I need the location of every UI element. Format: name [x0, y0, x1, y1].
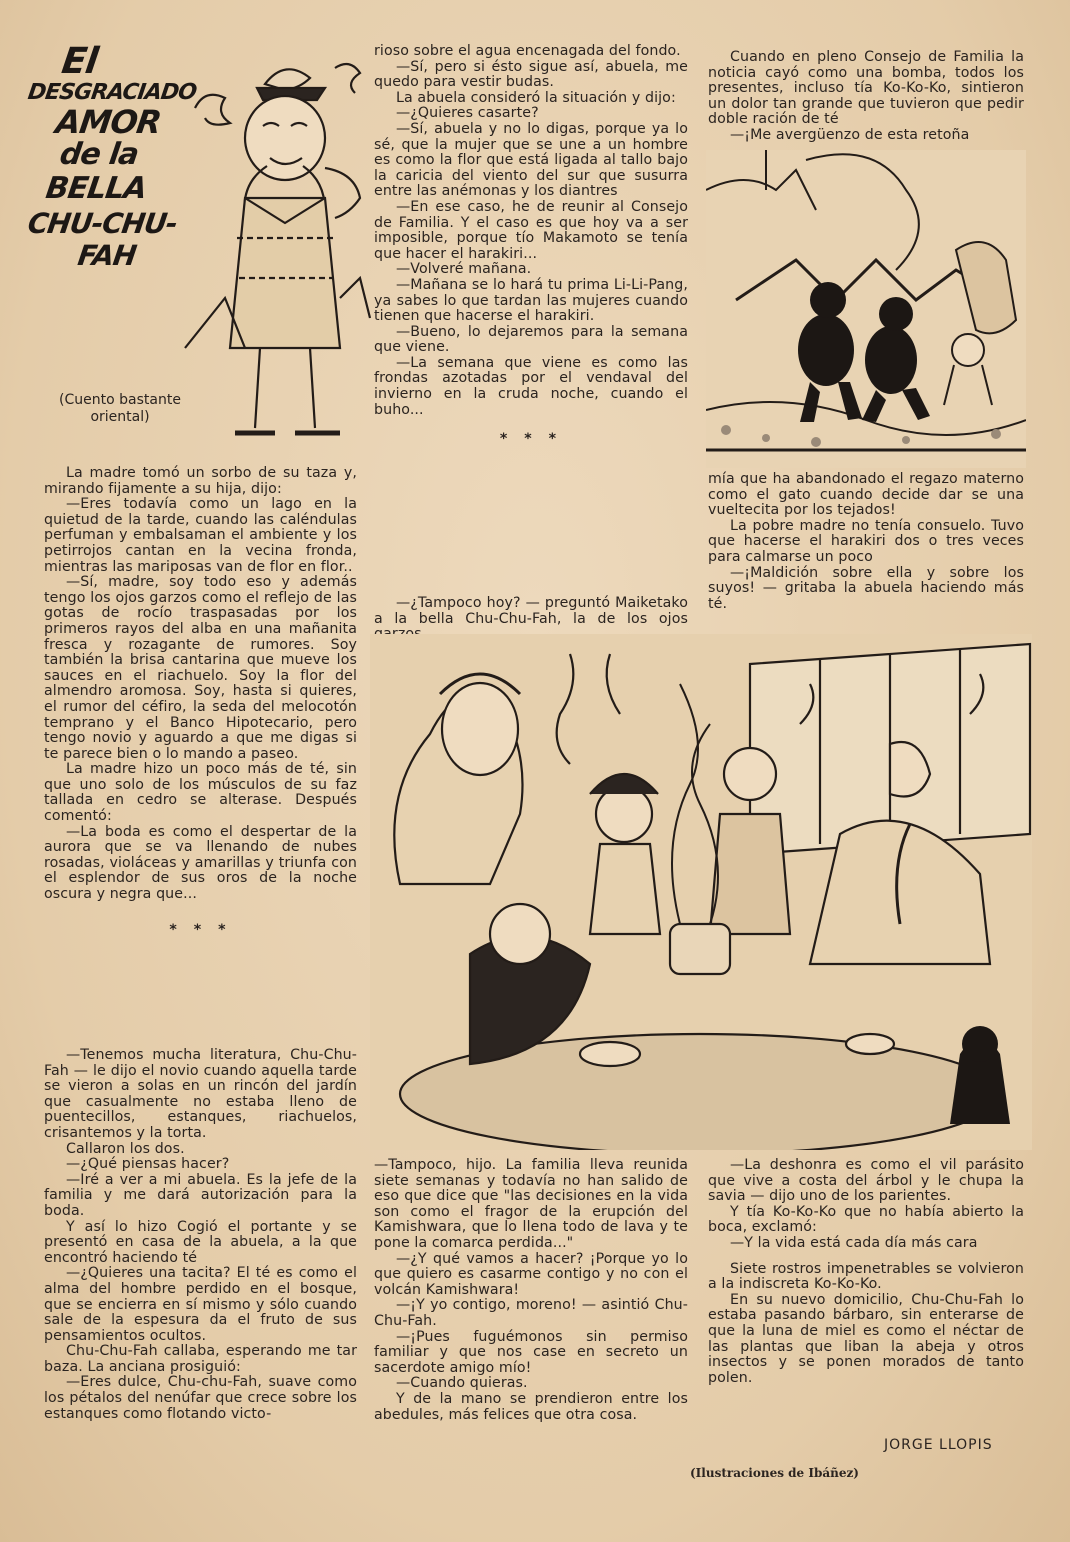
- paragraph: —Tenemos mucha literatura, Chu-Chu-Fah — le dijo el novio cuando aquella tarde se vieron a solas en un rincón del jardín que casualmente no estaba lleno de puentecillos, estanques, riachuelos, crisantemos y la torta.: [44, 1047, 357, 1141]
- paragraph: —¿Qué piensas hacer?: [66, 1156, 230, 1173]
- paragraph: —Bueno, lo dejaremos para la semana que viene.: [374, 323, 688, 356]
- paragraph: —La semana que viene es como las frondas azotadas por el vendaval del invierno en la cruda noche, cuando el buho...: [374, 354, 688, 418]
- paragraph: Y de la mano se prendieron entre los abedules, más felices que otra cosa.: [374, 1390, 688, 1423]
- paragraph: —¿Tampoco hoy? — preguntó Maiketako a la bella Chu-Chu-Fah, la de los ojos: [374, 595, 688, 627]
- title-line-5: BELLA: [43, 171, 149, 206]
- paragraph: —Tampoco, hijo. La familia lleva reunida siete semanas y todavía no han salido de eso que dice que "las decisiones en la vida son como el fragor de la erupción del Kamishwara, que lo llena todo de lava y te pone la comarca perdida...": [374, 1157, 688, 1251]
- paragraph: Y así lo hizo Cogió el portante y se presentó en casa de la abuela, a la que encontró haciendo té: [44, 1218, 357, 1266]
- title-line-7: FAH: [75, 239, 139, 272]
- paragraph: mía que ha abandonado el regazo materno como el gato cuando decide dar se una vueltecita por los tejados!: [708, 471, 1024, 519]
- title-line-6: CHU-CHU-: [25, 207, 180, 240]
- title-line-3: AMOR: [53, 103, 164, 141]
- illustration-mandarin: [175, 48, 375, 458]
- column-3-top: [708, 50, 1024, 144]
- paragraph: —Sí, pero si ésto sigue así, abuela, me quedo para vestir budas.: [374, 58, 688, 91]
- title-line-4: de la: [57, 137, 141, 172]
- paragraph: Cuando en pleno Consejo de Familia la noticia cayó como una bomba, todos los presentes, incluso tía Ko-Ko-Ko, sintieron un dolor tan grande que tuvieron que pedir doble ración de té: [708, 49, 1024, 128]
- section-break: * * *: [499, 431, 563, 448]
- column-3-middle: [708, 472, 1024, 612]
- paragraph: —Sí, abuela y no lo digas, porque ya lo sé, que la mujer que se une a un hombre es como la flor que está ligada al tallo bajo la caricia del viento del sur que susurra entre las anémonas y los diantres: [374, 120, 688, 200]
- paragraph: —¿Quieres casarte?: [396, 105, 539, 122]
- paragraph: —Eres todavía como un lago en la quietud de la tarde, cuando las caléndulas perfuman y embalsaman el ambiente y los petirrojos cantan en la vecina fronda, mientras las mariposas van de flor en flor..: [44, 496, 357, 575]
- paragraph: —¿Y qué vamos a hacer? ¡Porque yo lo que quiero es casarme contigo y no con el volcán Kamishwara!: [374, 1250, 688, 1298]
- title-line-2: DESGRACIADO: [26, 80, 198, 105]
- paragraph: —La boda es como el despertar de la aurora que se va llenando de nubes rosadas, violáceas y amarillas y triunfa con el esplendor de sus oros de la noche oscura y negra que...: [44, 823, 357, 903]
- paragraph: En su nuevo domicilio, Chu-Chu-Fah lo estaba pasando bárbaro, sin enterarse de que la luna de miel es como el néctar de las plantas que liban la abeja y otros insectos y se ponen morados de tanto polen.: [708, 1291, 1024, 1386]
- paragraph: Callaron los dos.: [66, 1140, 185, 1157]
- column-1-bottom: [44, 1048, 357, 1422]
- column-2-top: [374, 44, 688, 448]
- paragraph: La madre hizo un poco más de té, sin que uno solo de los músculos de su faz tallada en cedro se alterase. Después comentó:: [44, 761, 357, 825]
- paragraph: La madre tomó un sorbo de su taza y, mirando fijamente a su hija, dijo:: [44, 465, 357, 497]
- paragraph: —Cuando quieras.: [396, 1375, 528, 1392]
- paragraph: —¿Quieres una tacita? El té es como el alma del hombre perdido en el bosque, que se encierra en sí mismo y sólo cuando sale de la espesura da el fruto de sus pensamientos ocultos.: [44, 1265, 357, 1344]
- paragraph: Y tía Ko-Ko-Ko que no había abierto la boca, exclamó:: [708, 1203, 1024, 1236]
- paragraph: Siete rostros impenetrables se volvieron a la indiscreta Ko-Ko-Ko.: [708, 1260, 1024, 1293]
- paragraph: La pobre madre no tenía consuelo. Tuvo que hacerse el harakiri dos o tres veces para calmarse un poco: [708, 517, 1024, 565]
- paragraph: —¡Pues fuguémonos sin permiso familiar y que nos case en secreto un sacerdote amigo mío!: [374, 1328, 688, 1376]
- subtitle: (Cuento bastante oriental): [59, 392, 181, 425]
- paragraph: —¡Maldición sobre ella y sobre los suyos! — gritaba la abuela haciendo más té.: [708, 564, 1024, 612]
- paragraph: rioso sobre el agua encenagada del fondo.: [374, 43, 681, 59]
- paragraph: —¡Y yo contigo, moreno! — asintió Chu-Chu-Fah.: [374, 1297, 688, 1329]
- column-2-bottom: [374, 1158, 688, 1423]
- illustration-credit: (Ilustraciones de Ibáñez): [690, 1466, 859, 1480]
- paragraph: —Y la vida está cada día más cara: [730, 1234, 978, 1251]
- paragraph: —Sí, madre, soy todo eso y además tengo los ojos garzos como el reflejo de las gotas de rocío traspasadas por los primeros rayos del alba en una mañanita fresca y rozagante de rumores. Soy también la brisa cantarina que mueve los sauces en el riachuelo. Soy la flor del almendro aromosa. Soy, hasta si quieres, el rumor del céfiro, la seda del melocotón temprano y el Banco Hipotecario, pero tengo novio y aguardo a que me digas si te parece bien o lo mando a paseo.: [44, 574, 357, 762]
- paragraph: La abuela consideró la situación y dijo:: [396, 89, 676, 106]
- paragraph: —¡Me avergüenzo de esta retoña: [730, 126, 970, 143]
- paragraph: —La deshonra es como el vil parásito que vive a costa del árbol y le chupa la savia — dijo uno de los parientes.: [708, 1157, 1024, 1205]
- author-signature: JORGE LLOPIS: [884, 1437, 993, 1453]
- paragraph: Chu-Chu-Fah callaba, esperando me tar baza. La anciana prosiguió:: [44, 1343, 357, 1375]
- illustration-family-council: [370, 634, 1032, 1150]
- illustration-fleeing-couple: [706, 150, 1026, 468]
- paragraph: —Mañana se lo hará tu prima Li-Li-Pang, ya sabes lo que tardan las mujeres cuando tienen que hacerse el harakiri.: [374, 276, 688, 325]
- paragraph: —Iré a ver a mi abuela. Es la jefe de la familia y me dará autorización para la boda.: [44, 1171, 357, 1219]
- title-line-1: El: [59, 41, 100, 82]
- paragraph: —Volveré mañana.: [396, 261, 532, 278]
- paragraph: —Eres dulce, Chu-chu-Fah, suave como los pétalos del nenúfar que crece sobre los estanques como flotando victo-: [44, 1374, 357, 1422]
- column-1-top: [44, 466, 357, 938]
- column-3-bottom: [708, 1158, 1024, 1386]
- paragraph: —En ese caso, he de reunir al Consejo de Familia. Y el caso es que hoy va a ser imposible, porque tío Makamoto se tenía que hacer el harakiri...: [374, 198, 688, 262]
- section-break: * * *: [169, 921, 232, 938]
